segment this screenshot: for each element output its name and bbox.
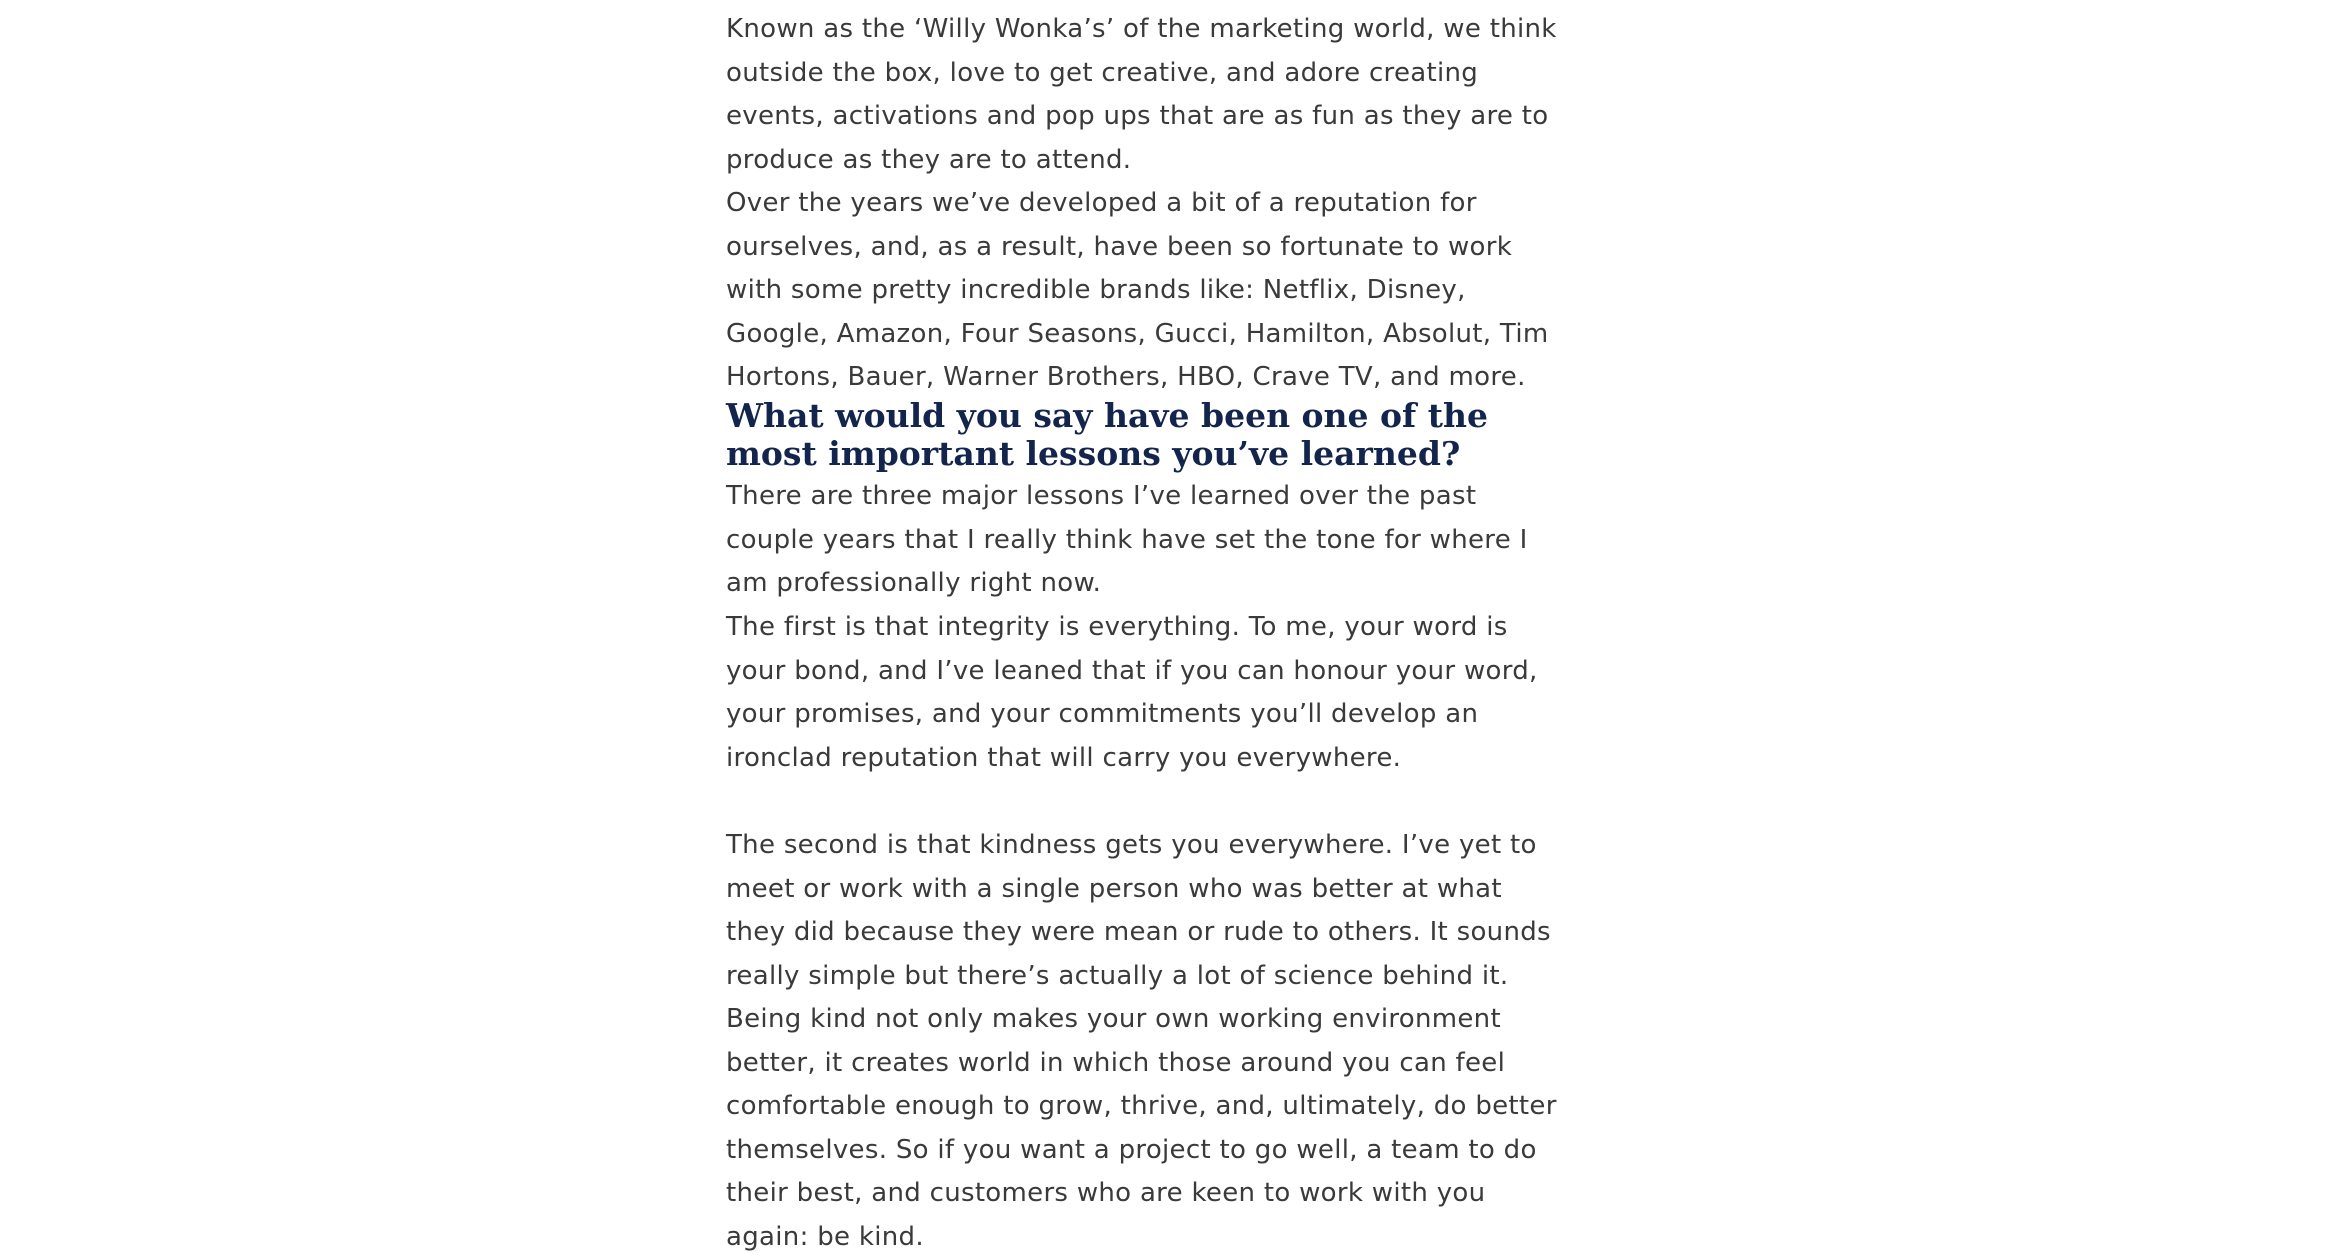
intro-paragraph: Known as the ‘Willy Wonka’s’ of the marketing world, we think outside the box, love to get creative, and adore creating events, activations and pop ups that are as fun as they are to produce as they are to attend. <box>726 14 1557 175</box>
brands-paragraph: Over the years we’ve developed a bit of a reputation for ourselves, and, as a result, have been so fortunate to work with some pretty incredible brands like: Netflix, Disney, Google, Amazon, Four Seasons, Gucci, Hamilton, Absolut, Tim Hortons, Bauer, Warner Brothers, HBO, Crave TV, and more. <box>726 188 1549 392</box>
kindness-paragraph: The second is that kindness gets you everywhere. I’ve yet to meet or work with a single person who was better at what they did because they were mean or rude to others. It sounds really simple but there’s actually a lot of science behind it. Being kind not only makes your own working environment better, it creates world in which those around you can feel comfortable enough to grow, thrive, and, ultimately, do better themselves. So if you want a project to go well, a team to do their best, and customers who are keen to work with you again: be kind. <box>726 830 1557 1252</box>
question-heading: What would you say have been one of the most important lessons you’ve learned? <box>726 396 1488 473</box>
answer-intro-paragraph: There are three major lessons I’ve learned over the past couple years that I really think have set the tone for where I am professionally right now. <box>726 481 1528 598</box>
integrity-paragraph: The first is that integrity is everything. To me, your word is your bond, and I’ve leaned that if you can honour your word, your promises, and your commitments you’ll develop an ironclad reputation that will carry you everywhere. <box>726 612 1538 773</box>
